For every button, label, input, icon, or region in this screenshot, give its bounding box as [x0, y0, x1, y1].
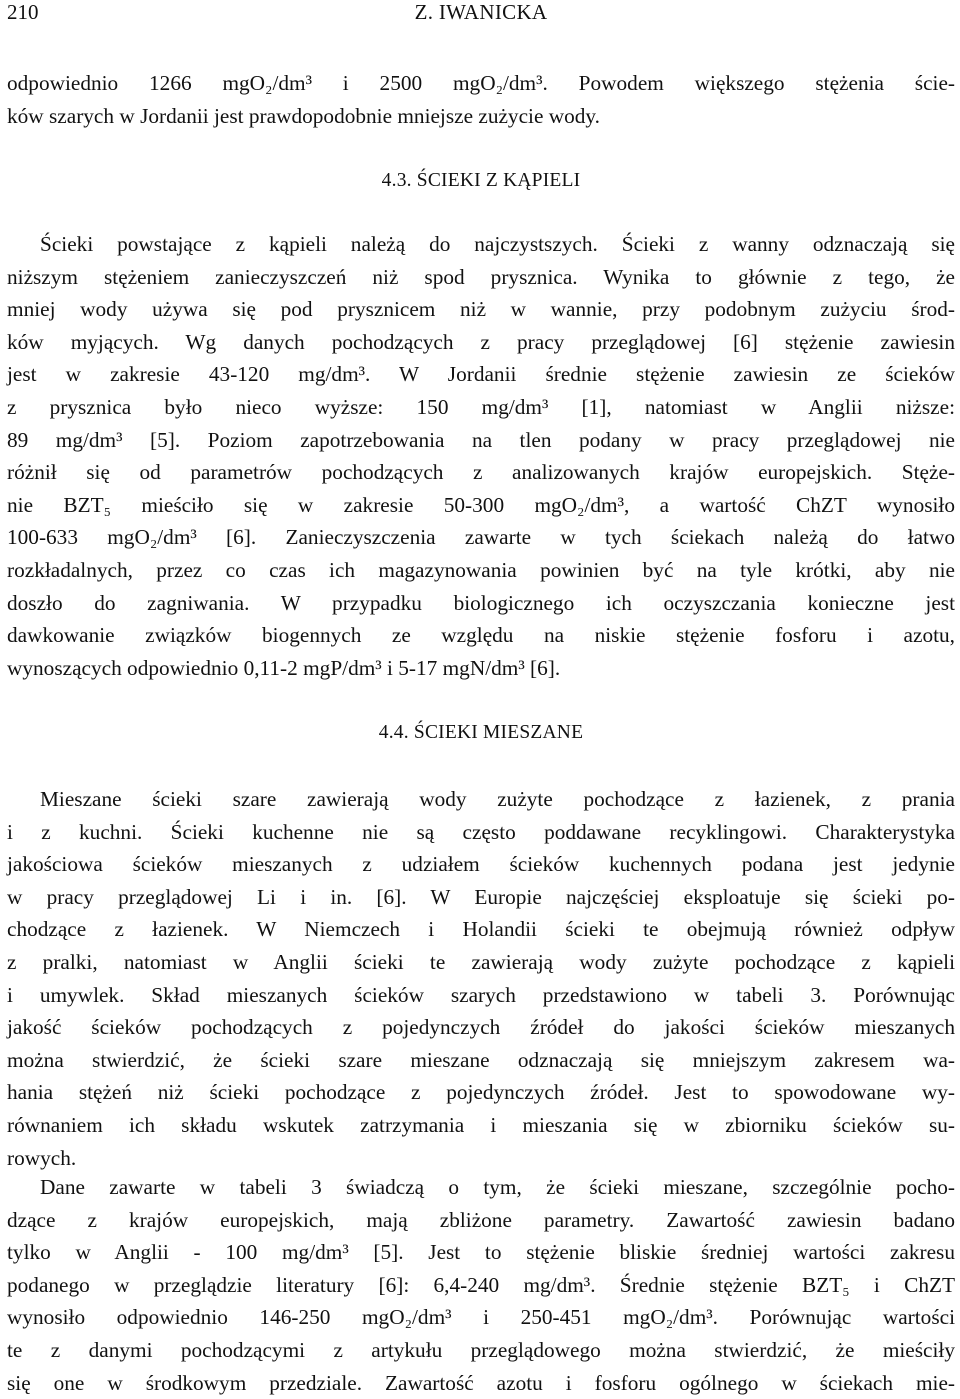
text-line: podanego w przeglądzie literatury [6]: 6,4-240 mg/dm³. Średnie stężenie BZT₅ i ChZT — [7, 1272, 955, 1297]
text-line: jakość ścieków pochodzących z pojedynczych źródeł do jakości ścieków mieszanych — [7, 1015, 955, 1040]
text-line: dawkowanie związków biogennych ze względu na niskie stężenie fosforu i azotu, — [7, 623, 955, 648]
text-line: tylko w Anglii - 100 mg/dm³ [5]. Jest to stężenie bliskie średniej wartości zakresu — [7, 1240, 955, 1265]
section-4-4-paragraph-2 — [7, 1171, 955, 1399]
text-line: można stwierdzić, że ścieki szare mieszane odznaczają się mniejszym zakresem wa- — [7, 1047, 955, 1072]
text-line: dzące z krajów europejskich, mają zbliżone parametry. Zawartość zawiesin badano — [7, 1207, 955, 1232]
text-line: ków myjących. Wg danych pochodzących z pracy przeglądowej [6] stężenie zawiesin — [7, 329, 955, 354]
text-line: odpowiednio 1266 mgO₂/dm³ i 2500 mgO₂/dm³. Powodem większego stężenia ście- — [7, 71, 955, 95]
text-line: różnił się od parametrów pochodzących z analizowanych krajów europejskich. Stęże- — [7, 460, 955, 485]
text-line: się one w środkowym przedziale. Zawartość azotu i fosforu ogólnego w ściekach mie- — [7, 1370, 955, 1395]
text-line: mniej wody używa się pod prysznicem niż w wannie, przy podobnym zużyciu środ- — [7, 297, 955, 322]
section-heading-4-3: 4.3. ŚCIEKI Z KĄPIELI — [381, 170, 581, 191]
document-page — [7, 0, 955, 1395]
section-4-3-paragraph — [7, 228, 955, 684]
text-line: Dane zawarte w tabeli 3 świadczą o tym, że ścieki mieszane, szczególnie pocho- — [40, 1175, 955, 1199]
text-line: wynoszących odpowiednio 0,11-2 mgP/dm³ i 5-17 mgN/dm³ [6]. — [7, 655, 561, 680]
text-line: z pralki, natomiast w Anglii ścieki te zawierają wody zużyte pochodzące z kąpieli — [7, 949, 955, 974]
text-line: wynosiło odpowiednio 146-250 mgO₂/dm³ i 250-451 mgO₂/dm³. Porównując wartości — [7, 1305, 955, 1330]
text-line: niższym stężeniem zanieczyszczeń niż spod prysznica. Wynika to głównie z tego, że — [7, 264, 955, 289]
text-line: Mieszane ścieki szare zawierają wody zużyte pochodzące z łazienek, z prania — [40, 787, 955, 811]
text-line: 89 mg/dm³ [5]. Poziom zapotrzebowania na tlen podany w pracy przeglądowej nie — [7, 427, 955, 452]
section-heading-4-4: 4.4. ŚCIEKI MIESZANE — [378, 722, 584, 743]
intro-paragraph — [7, 67, 955, 132]
text-line: w pracy przeglądowej Li i in. [6]. W Europie najczęściej eksploatuje się ścieki po- — [7, 884, 955, 909]
text-line: doszło do zagniwania. W przypadku biologicznego ich oczyszczania konieczne jest — [7, 590, 955, 615]
text-line: 100-633 mgO₂/dm³ [6]. Zanieczyszczenia zawarte w tych ściekach należą do łatwo — [7, 525, 955, 550]
text-line: ków szarych w Jordanii jest prawdopodobnie mniejsze zużycie wody. — [7, 103, 600, 128]
running-title: Z. IWANICKA — [414, 0, 548, 24]
text-line: te z danymi pochodzącymi z artykułu przeglądowego można stwierdzić, że mieściły — [7, 1337, 955, 1362]
text-line: jest w zakresie 43-120 mg/dm³. W Jordanii średnie stężenie zawiesin ze ścieków — [7, 362, 955, 387]
text-line: Ścieki powstające z kąpieli należą do najczystszych. Ścieki z wanny odznaczają się — [40, 232, 955, 256]
section-4-4-paragraph-1 — [7, 783, 955, 1174]
text-line: hania stężeń niż ścieki pochodzące z pojedynczych źródeł. Jest to spowodowane wy- — [7, 1080, 955, 1105]
text-line: rozkładalnych, przez co czas ich magazynowania powinien być na tyle krótki, aby nie — [7, 557, 955, 582]
text-line: i umywlek. Skład mieszanych ścieków szarych przedstawiono w tabeli 3. Porównując — [7, 982, 955, 1007]
text-line: jakościowa ścieków mieszanych z udziałem ścieków kuchennych podana jest jedynie — [7, 852, 955, 877]
text-line: równaniem ich składu wskutek zatrzymania i mieszania się w zbiorniku ścieków su- — [7, 1112, 955, 1137]
text-line: i z kuchni. Ścieki kuchenne nie są często poddawane recyklingowi. Charakterystyka — [7, 819, 955, 844]
text-line: z prysznica było nieco wyższe: 150 mg/dm³ [1], natomiast w Anglii niższe: — [7, 394, 955, 419]
text-line: rowych. — [7, 1145, 77, 1170]
text-line: chodzące z łazienek. W Niemczech i Holandii ścieki te obejmują również odpływ — [7, 917, 955, 942]
text-line: nie BZT₅ mieściło się w zakresie 50-300 mgO₂/dm³, a wartość ChZT wynosiło — [7, 492, 955, 517]
page-number: 210 — [7, 0, 39, 24]
page-header — [7, 0, 955, 24]
